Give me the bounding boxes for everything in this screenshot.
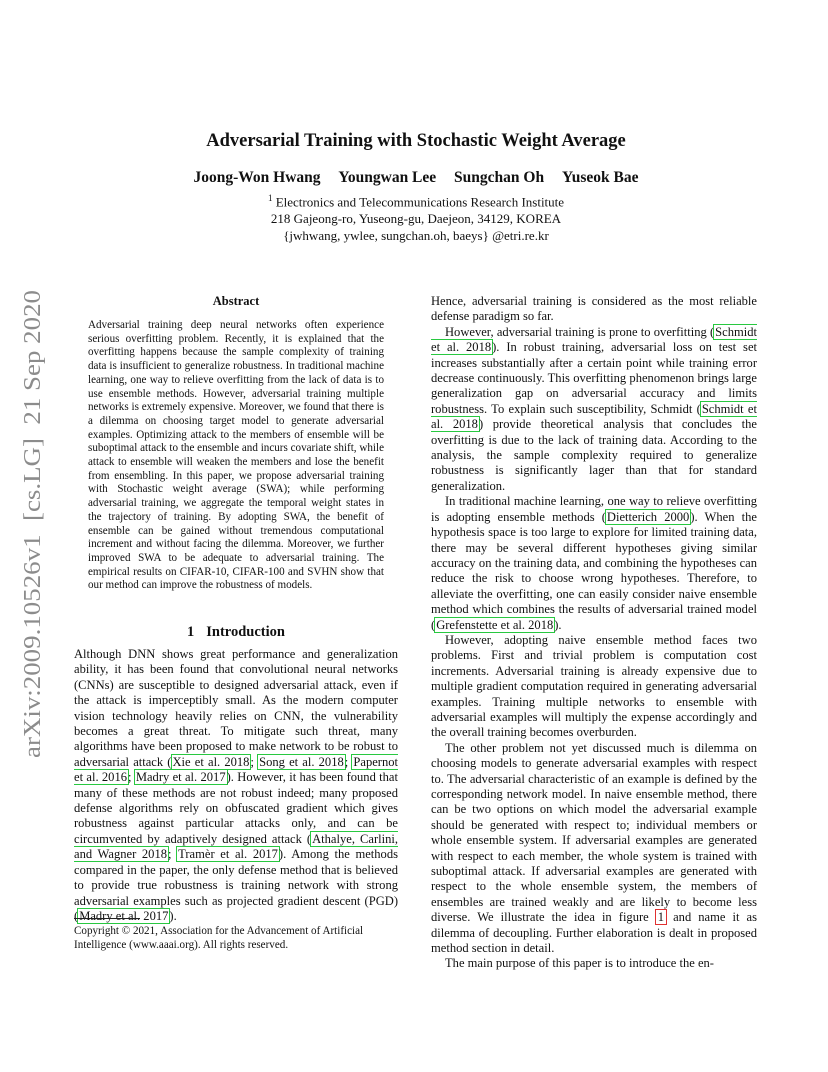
citation-link[interactable]: Grefenstette et al. 2018 [436,617,554,632]
citation-link[interactable]: Xie et al. 2018 [172,754,250,769]
section-heading-introduction [74,624,398,641]
address-line: 218 Gajeong-ro, Yuseong-gu, Daejeon, 34129, KOREA [270,211,562,227]
paragraph [431,325,757,494]
citation-link[interactable]: Athalye, Carlini, and Wagner 2018 [74,831,399,862]
institute-name: Electronics and Telecommunications Research Institute [275,194,565,210]
institute-line [74,190,758,210]
citation-link[interactable]: Papernot et al. 2016 [74,754,399,785]
paragraph [431,741,757,957]
author-name: Sungchan Oh [454,169,545,186]
citation-link[interactable]: Tramèr et al. 2017 [178,847,278,862]
body-text: ) provide theoretical analysis that concludes the overfitting is due to the lack of training data. According to the analysis, the sample complexity required to generalize robustness is significantly lager than that for standard generalization. [431,417,757,493]
right-column-text [431,294,757,972]
intro-text: ; [344,754,353,769]
author-name: Joong-Won Hwang [193,169,321,186]
author-list [74,168,758,188]
intro-text: ; [128,770,135,785]
arxiv-id-text: arXiv:2009.10526v1 [cs.LG] 21 Sep 2020 [19,332,46,758]
affiliation [74,190,758,244]
body-text: However, adversarial training is prone to overfitting ( [445,324,715,339]
paragraph: The main purpose of this paper is to introduce the en- [445,956,714,971]
body-text: ). In robust training, adversarial loss on test set increases substantially after a certain point while training error decrease continuously. This overfitting phenomenon brings large generalization gap on adversarial accuracy and limits robustness. To explain such susceptibility, Schmidt ( [431,340,757,416]
intro-text: ; [168,847,178,862]
paper-title: Adversarial Training with Stochastic Weight Average [206,131,626,151]
introduction-paragraph [74,647,398,924]
citation-link[interactable]: Song et al. 2018 [259,754,344,769]
intro-text: ; [250,754,259,769]
intro-text: ). Among the methods compared in the paper, the only defense method that is believed to provide true robustness is training network with strong adversarial examples such as projected gradient descent (PGD) ( [74,847,398,923]
figure-reference-link[interactable]: 1 [655,909,667,925]
body-text: and name it as dilemma of decoupling. Further elaboration is dealt in proposed method section in detail. [431,910,757,956]
citation-link[interactable]: Madry et al. 2017 [79,908,169,923]
paragraph: Hence, adversarial training is considered as the most reliable defense paradigm so far. [431,294,757,324]
section-title: Introduction [206,624,285,640]
intro-text: ). [169,908,177,923]
section-number: 1 [187,624,195,640]
affiliation-marker: 1 [267,193,273,203]
paragraph: However, adopting naive ensemble method faces two problems. First and trivial problem is computation cost increments. Adversarial training is already expensive due to multiple gradient computation required in generating adversarial examples. Training multiple networks to ensemble with adversarial examples will multiply the expense accordingly and the overall training becomes overburden. [431,632,757,740]
copyright-notice: Copyright © 2021, Association for the Advancement of Artificial Intelligence (www.aaai.org). All rights reserved. [74,925,364,951]
citation-link[interactable]: Schmidt et al. 2018 [431,401,757,432]
body-text: ). When the hypothesis space is too large to explore for limited training data, there may be several different hypotheses giving similar accuracy on the training data, and combining the hypotheses can reduce the risk to choose wrong hypotheses. Therefore, to alleviate the overfitting, one can easily consider naive ensemble method which combines the results of adversarial trained model ( [431,509,757,632]
body-text: ). [554,617,562,632]
citation-link[interactable]: Madry et al. 2017 [135,770,226,785]
email-line: {jwhwang, ywlee, sungchan.oh, baeys} @etri.re.kr [283,228,549,244]
body-text: The other problem not yet discussed much is dilemma on choosing models to generate adversarial examples with respect to. The adversarial characteristic of an example is defined by the corresponding network model. In naive ensemble method, there can be two options on which model the adversarial example should be generated with respect to; individual members or whole ensemble system. If adversarial examples are generated with respect to each member, the whole system is trained with suboptimal attack. If adversarial examples are generated with respect to the whole ensemble system, the members of ensembles are trained weakly and are likely to become less diverse. We illustrate the idea in figure [431,740,757,925]
arxiv-identifier-stamp[interactable] [10,288,52,758]
citation-link[interactable]: Schmidt et al. 2018 [431,324,757,355]
paragraph [431,494,757,633]
abstract-heading: Abstract [212,294,260,308]
author-name: Youngwan Lee [338,169,437,186]
footnote-divider [74,918,140,919]
citation-link[interactable]: Dietterich 2000 [606,509,690,524]
intro-text: ). However, it has been found that many of these methods are not robust indeed; many proposed defense algorithms rely on obfuscated gradient which gives robustness against particular attacks only, and can be circumvented by adaptively designed attack ( [74,770,398,846]
abstract-text: Adversarial training deep neural networks often experience serious overfitting problem. Recently, it is explained that the overfitting happens because the sample complexity of training data is insufficient to generalize robustness. In traditional machine learning, one way to relieve overfitting from the lack of data is to use ensemble methods. However, adversarial training multiple networks is extremely expensive. Moreover, we found that there is a dilemma on choosing target model to generate adversarial examples. Optimizing attack to the members of ensemble will be suboptimal attack to the ensemble and incurs covariate shift, while attack to ensemble will weaken the members and lose the benefit from ensembling. In this paper, we propose adversarial training with Stochastic weight average (SWA); while performing adversarial training, we aggregate the temporal weight states in the trajectory of training. By adopting SWA, the benefit of ensemble can be gained without tremendous computational increment and without facing the dilemma. Moreover, we further improved SWA to be adequate to adversarial training. The empirical results on CIFAR-10, CIFAR-100 and SVHN show that our method can improve the robustness of models. [88,319,384,592]
author-name: Yuseok Bae [561,169,639,186]
arxiv-stamp-svg [10,288,52,758]
body-text: In traditional machine learning, one way to relieve overfitting is adopting ensemble methods ( [431,494,757,524]
intro-text: Although DNN shows great performance and generalization ability, it has been found that convolutional neural networks (CNNs) are susceptible to designed adversarial attack, even if the attack is imperceptibly small. As the modern computer vision technology heavily relies on CNN, the vulnerability becomes a great threat. To mitigate such threat, many algorithms have been proposed to make network to be robust to adversarial attack ( [74,647,398,769]
